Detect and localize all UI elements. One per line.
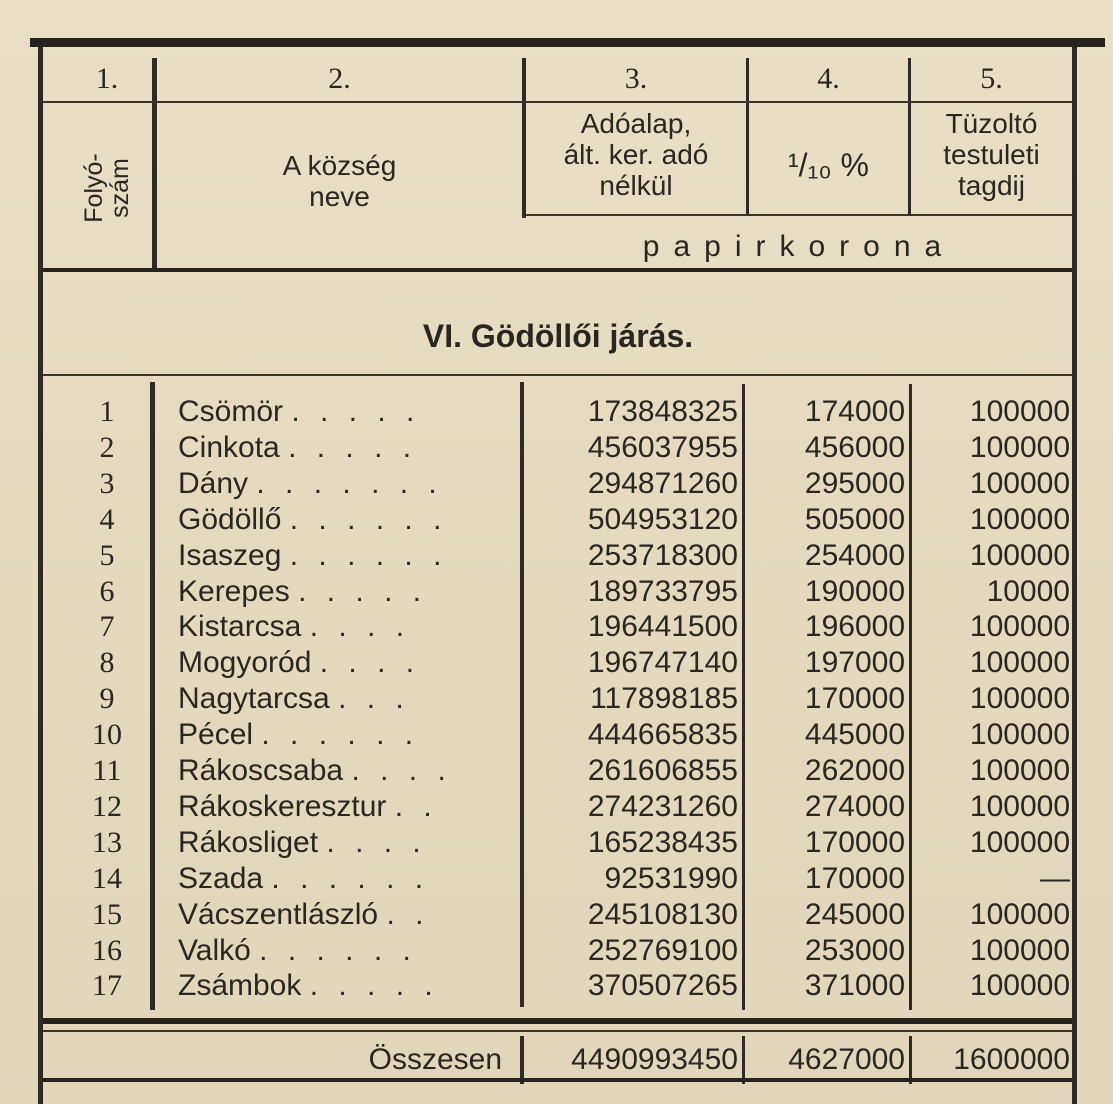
row-number: 1 bbox=[99, 395, 115, 428]
row-tagdij: 100000 bbox=[969, 754, 1070, 787]
village-name-text: Zsámbok bbox=[178, 969, 302, 1003]
village-name-text: Isaszeg bbox=[178, 538, 282, 572]
row-number: 14 bbox=[92, 861, 122, 895]
col3-label-line2: ált. ker. adó bbox=[563, 139, 709, 170]
section-title: VI. Gödöllői járás. bbox=[422, 318, 694, 354]
row-tized-szazalek: 170000 bbox=[804, 825, 905, 859]
row-adoalap: 274231260 bbox=[587, 789, 738, 823]
table-row bbox=[0, 466, 1113, 502]
row-village-name bbox=[178, 394, 508, 430]
leader-dots: . . . . bbox=[351, 754, 452, 787]
col5-number: 5. bbox=[980, 62, 1003, 95]
row-number: 7 bbox=[99, 610, 115, 644]
row-village-name bbox=[178, 717, 508, 753]
col2-label-line1: A község bbox=[282, 150, 397, 181]
row-adoalap: 370507265 bbox=[587, 969, 738, 1003]
row-tagdij: 100000 bbox=[969, 395, 1070, 428]
village-name-text: Csömör bbox=[178, 395, 284, 428]
row-village-name bbox=[178, 825, 508, 861]
table-row bbox=[0, 861, 1113, 897]
leader-dots: . . . bbox=[338, 682, 410, 716]
table-row bbox=[0, 933, 1113, 969]
village-name-text: Kistarcsa bbox=[178, 610, 302, 644]
leader-dots: . . . . bbox=[319, 646, 421, 680]
row-tized-szazalek: 197000 bbox=[804, 646, 905, 680]
village-name-text: Rákoskeresztur bbox=[178, 789, 387, 823]
row-village-name bbox=[178, 430, 508, 466]
leader-dots: . . . . . . bbox=[289, 502, 448, 536]
row-village-name bbox=[178, 466, 508, 502]
row-adoalap: 504953120 bbox=[587, 502, 738, 536]
row-village-name bbox=[178, 574, 508, 610]
col1-label-line1: Folyó- bbox=[80, 153, 108, 223]
row-number: 2 bbox=[99, 430, 115, 464]
table-row bbox=[0, 789, 1113, 825]
village-name-text: Rákosliget bbox=[178, 825, 319, 859]
row-tized-szazalek: 196000 bbox=[804, 610, 905, 644]
row-tized-szazalek: 254000 bbox=[804, 538, 905, 572]
leader-dots: . . . . . . bbox=[261, 718, 420, 752]
unit-label: papirkorona bbox=[642, 230, 956, 263]
table-row bbox=[0, 897, 1113, 933]
total-tagdij: 1600000 bbox=[953, 1043, 1070, 1076]
row-village-name bbox=[178, 789, 508, 825]
row-number: 12 bbox=[92, 789, 122, 823]
row-village-name bbox=[178, 861, 508, 897]
leader-dots: . . . . bbox=[326, 825, 427, 859]
row-number: 11 bbox=[92, 754, 122, 787]
row-tized-szazalek: 456000 bbox=[804, 430, 905, 464]
row-adoalap: 196441500 bbox=[587, 610, 738, 644]
row-tized-szazalek: 295000 bbox=[804, 466, 905, 500]
row-number: 13 bbox=[92, 825, 122, 859]
village-name-text: Valkó bbox=[178, 933, 251, 967]
row-tagdij: 100000 bbox=[969, 646, 1070, 680]
table-row bbox=[0, 430, 1113, 466]
village-name-text: Cinkota bbox=[178, 430, 280, 464]
total-label: Összesen bbox=[368, 1043, 502, 1076]
total-top-rule bbox=[43, 1018, 1072, 1024]
total-divider-3 bbox=[909, 1036, 912, 1084]
col1-label bbox=[62, 118, 152, 258]
header-bottom-rule bbox=[43, 268, 1072, 272]
row-village-name bbox=[178, 753, 508, 789]
total-divider-2 bbox=[742, 1036, 745, 1084]
row-number: 9 bbox=[99, 682, 115, 716]
row-village-name bbox=[178, 968, 508, 1004]
total-divider-1 bbox=[520, 1036, 524, 1084]
row-tized-szazalek: 245000 bbox=[804, 897, 905, 931]
col4-label: ¹/₁₀ % bbox=[788, 147, 869, 183]
leader-dots: . . . . . bbox=[288, 430, 418, 464]
col3-label bbox=[526, 108, 746, 201]
village-name-text: Nagytarcsa bbox=[178, 682, 330, 716]
row-village-name bbox=[178, 538, 508, 574]
row-adoalap: 245108130 bbox=[587, 897, 738, 931]
leader-dots: . . . . . . bbox=[259, 933, 417, 967]
row-adoalap: 92531990 bbox=[604, 861, 738, 895]
row-tized-szazalek: 253000 bbox=[804, 933, 905, 967]
row-adoalap: 444665835 bbox=[587, 718, 738, 752]
leader-dots: . . . . . . . bbox=[256, 466, 443, 500]
row-number: 10 bbox=[92, 718, 122, 752]
table-row bbox=[0, 825, 1113, 861]
row-tagdij: 100000 bbox=[969, 466, 1070, 500]
row-tized-szazalek: 174000 bbox=[804, 395, 905, 428]
table-row bbox=[0, 574, 1113, 610]
village-name-text: Vácszentlászló bbox=[178, 897, 379, 931]
row-tagdij: 100000 bbox=[969, 897, 1070, 931]
village-name-text: Dány bbox=[178, 466, 249, 500]
row-number: 4 bbox=[99, 502, 115, 536]
row-tagdij: 100000 bbox=[969, 502, 1070, 536]
row-village-name bbox=[178, 645, 508, 681]
row-tagdij: 100000 bbox=[969, 789, 1070, 823]
table-row bbox=[0, 502, 1113, 538]
total-top-rule-2 bbox=[43, 1030, 1072, 1032]
row-tagdij: 100000 bbox=[969, 718, 1070, 752]
col5-label-line2: testuleti bbox=[943, 139, 1040, 170]
col2-label bbox=[157, 150, 522, 212]
table-row bbox=[0, 968, 1113, 1004]
leader-dots: . . bbox=[386, 897, 430, 931]
village-name-text: Rákoscsaba bbox=[178, 754, 344, 787]
top-rule bbox=[30, 38, 1105, 47]
col3-label-line3: nélkül bbox=[599, 170, 673, 201]
village-name-text: Gödöllő bbox=[178, 502, 282, 536]
row-tagdij: 100000 bbox=[969, 610, 1070, 644]
row-tized-szazalek: 170000 bbox=[804, 861, 905, 895]
row-tagdij: 100000 bbox=[969, 682, 1070, 716]
row-village-name bbox=[178, 897, 508, 933]
row-tized-szazalek: 445000 bbox=[804, 718, 905, 752]
leader-dots: . . . . bbox=[309, 610, 411, 644]
header-rule-numbers bbox=[43, 101, 1072, 103]
row-number: 6 bbox=[99, 574, 115, 608]
col4-number: 4. bbox=[817, 62, 840, 95]
table-row bbox=[0, 717, 1113, 753]
row-adoalap: 117898185 bbox=[590, 682, 738, 716]
row-adoalap: 196747140 bbox=[587, 646, 738, 680]
table-row bbox=[0, 753, 1113, 789]
village-name-text: Mogyoród bbox=[178, 646, 312, 680]
table-row bbox=[0, 394, 1113, 430]
row-tagdij: 10000 bbox=[986, 574, 1070, 608]
table-row bbox=[0, 609, 1113, 645]
header-rule-unit bbox=[526, 214, 1072, 216]
village-name-text: Szada bbox=[178, 861, 264, 895]
col5-label bbox=[911, 108, 1072, 201]
leader-dots: . . bbox=[394, 789, 438, 823]
table-row bbox=[0, 538, 1113, 574]
leader-dots: . . . . . bbox=[309, 969, 439, 1003]
row-tized-szazalek: 262000 bbox=[804, 754, 905, 787]
row-tized-szazalek: 371000 bbox=[804, 969, 905, 1003]
row-tized-szazalek: 170000 bbox=[804, 682, 905, 716]
row-number: 17 bbox=[92, 969, 122, 1003]
col2-number: 2. bbox=[328, 62, 351, 95]
row-tagdij: 100000 bbox=[969, 969, 1070, 1003]
row-tagdij: — bbox=[1040, 861, 1070, 895]
row-adoalap: 456037955 bbox=[587, 430, 738, 464]
col1-label-line2: szám bbox=[106, 158, 134, 218]
row-number: 8 bbox=[99, 646, 115, 680]
row-adoalap: 294871260 bbox=[587, 466, 738, 500]
leader-dots: . . . . . bbox=[298, 574, 428, 608]
village-name-text: Kerepes bbox=[178, 574, 290, 608]
row-adoalap: 261606855 bbox=[587, 754, 738, 787]
row-village-name bbox=[178, 609, 508, 645]
col1-number: 1. bbox=[95, 62, 119, 95]
row-village-name bbox=[178, 933, 508, 969]
row-tized-szazalek: 274000 bbox=[804, 789, 905, 823]
row-tagdij: 100000 bbox=[969, 825, 1070, 859]
row-tagdij: 100000 bbox=[969, 538, 1070, 572]
row-village-name bbox=[178, 681, 508, 717]
row-tagdij: 100000 bbox=[969, 430, 1070, 464]
table-row bbox=[0, 645, 1113, 681]
leader-dots: . . . . . . bbox=[271, 861, 430, 895]
leader-dots: . . . . . . bbox=[289, 538, 448, 572]
row-tagdij: 100000 bbox=[969, 933, 1070, 967]
section-rule bbox=[43, 374, 1072, 376]
row-tized-szazalek: 505000 bbox=[804, 502, 905, 536]
row-adoalap: 173848325 bbox=[587, 395, 738, 428]
total-tized: 4627000 bbox=[788, 1043, 905, 1076]
col3-number: 3. bbox=[624, 62, 648, 95]
table-row bbox=[0, 681, 1113, 717]
row-adoalap: 189733795 bbox=[587, 574, 738, 608]
row-adoalap: 253718300 bbox=[587, 538, 738, 572]
row-number: 15 bbox=[92, 897, 122, 931]
col2-label-line2: neve bbox=[309, 181, 370, 212]
row-number: 16 bbox=[92, 933, 122, 967]
row-village-name bbox=[178, 502, 508, 538]
col5-label-line1: Tüzoltó bbox=[945, 108, 1038, 139]
total-adoalap: 4490993450 bbox=[571, 1043, 738, 1076]
row-number: 5 bbox=[99, 538, 115, 572]
col3-label-line1: Adóalap, bbox=[580, 108, 692, 139]
row-adoalap: 252769100 bbox=[587, 933, 738, 967]
leader-dots: . . . . . bbox=[291, 395, 421, 428]
row-adoalap: 165238435 bbox=[587, 825, 738, 859]
col5-label-line3: tagdij bbox=[958, 170, 1025, 201]
village-name-text: Pécel bbox=[178, 718, 254, 752]
row-number: 3 bbox=[99, 466, 115, 500]
row-tized-szazalek: 190000 bbox=[804, 574, 905, 608]
